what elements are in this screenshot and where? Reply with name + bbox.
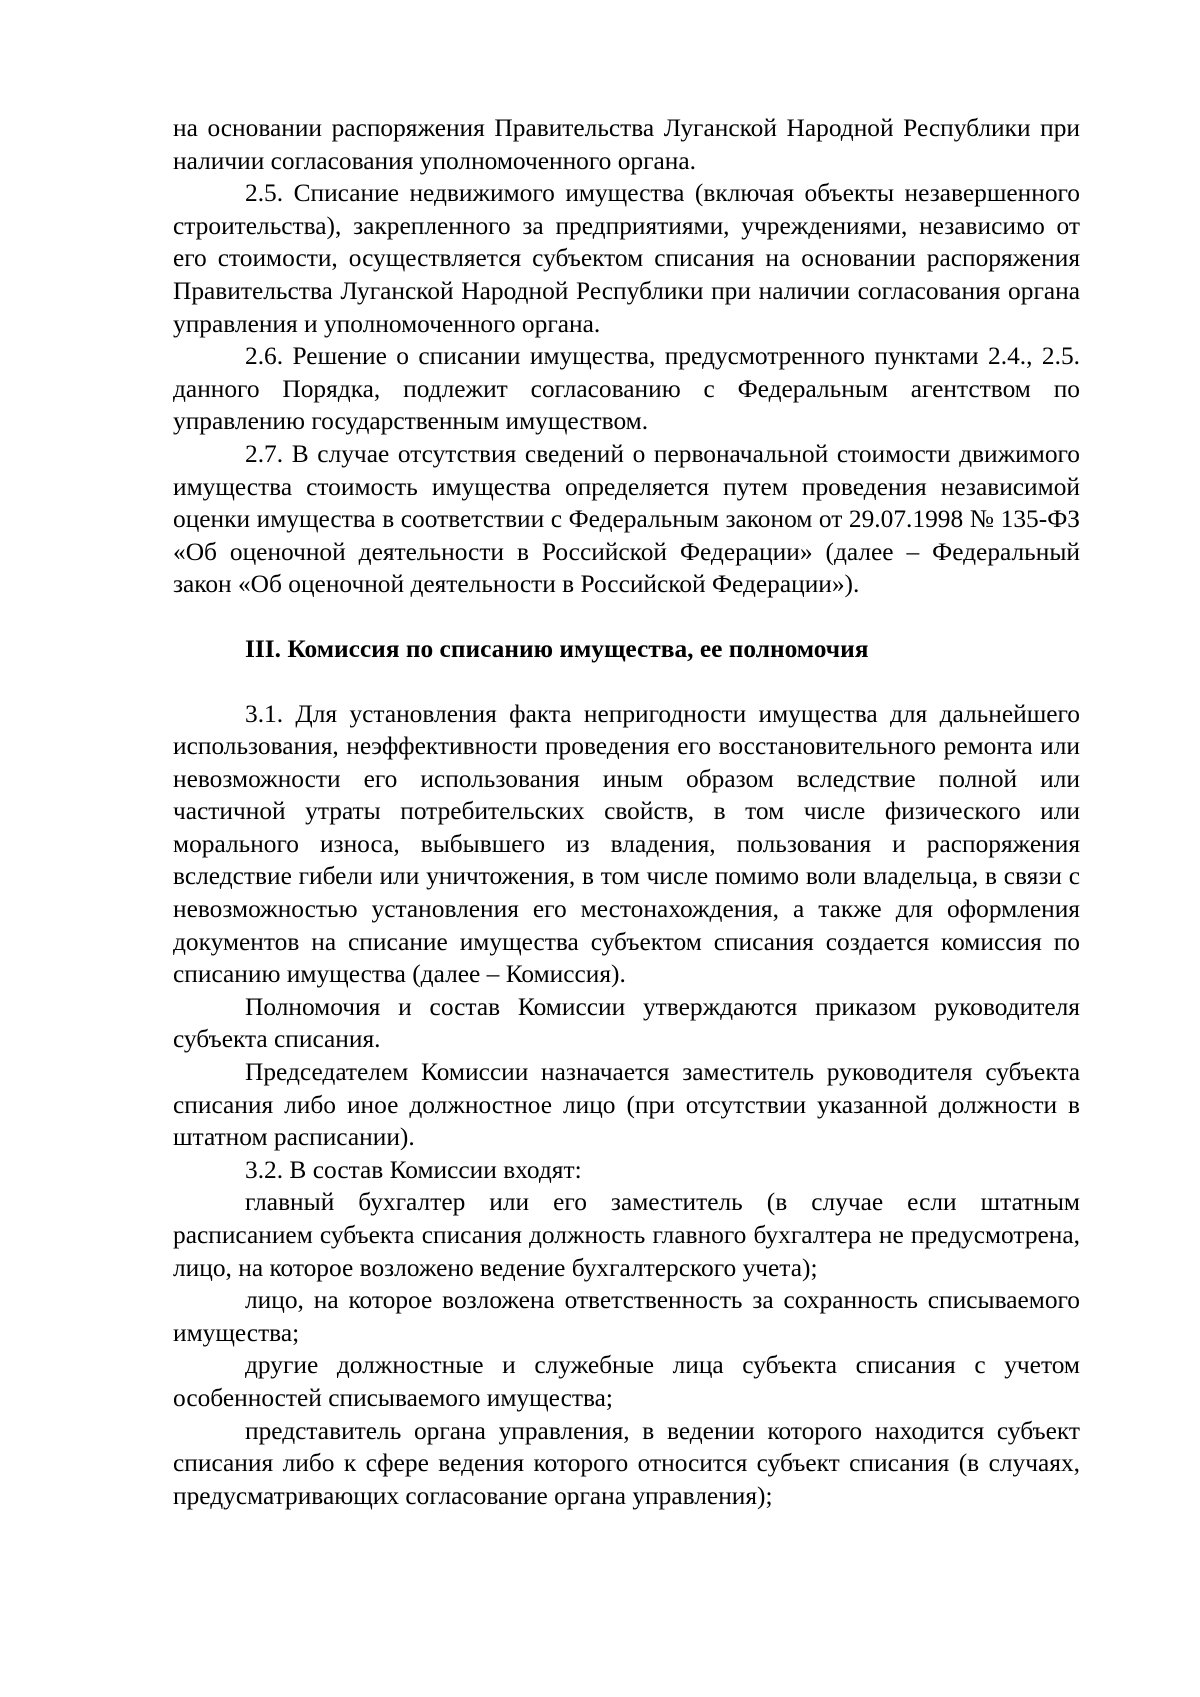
paragraph-2-6: 2.6. Решение о списании имущества, предусмотренного пунктами 2.4., 2.5. данного Порядка, подлежит согласованию с Федеральным агентством по управлению государственным имуществом. — [173, 342, 1080, 436]
paragraph-3-2: 3.2. В состав Комиссии входят: — [245, 1155, 582, 1184]
paragraph-commission-powers: Полномочия и состав Комиссии утверждаются приказом руководителя субъекта списания. — [173, 992, 1080, 1054]
list-item-responsible-person: лицо, на которое возложена ответственность за сохранность списываемого имущества; — [173, 1286, 1080, 1347]
section-heading: III. Комиссия по списанию имущества, ее полномочия — [245, 634, 869, 663]
paragraph-3-1: 3.1. Для установления факта непригодности имущества для дальнейшего использования, неэффективности проведения его восстановительного ремонта или невозможности его использования иным образом вследствие полной или частичной утраты потребительских свойств, в том числе физического или морального износа, выбывшего из владения, пользования и распоряжения вследствие гибели или уничтожения, в том числе помимо воли владельца, в связи с невозможностью установления его местонахождения, а также для оформления документов на списание имущества субъектом списания создается комиссия по списанию имущества (далее – Комиссия). — [173, 699, 1080, 989]
paragraph-2-5: 2.5. Списание недвижимого имущества (включая объекты незавершенного строительства), закрепленного за предприятиями, учреждениями, независимо от его стоимости, осуществляется субъектом списания на основании распоряжения Правительства Луганской Народной Республики при наличии согласования органа управления и уполномоченного органа. — [173, 179, 1080, 338]
document-body — [173, 112, 1080, 1512]
paragraph-commission-chair: Председателем Комиссии назначается заместитель руководителя субъекта списания либо иное должностное лицо (при отсутствии указанной должности в штатном расписании). — [173, 1058, 1080, 1152]
list-item-chief-accountant: главный бухгалтер или его заместитель (в случае если штатным расписанием субъекта списания должность главного бухгалтера не предусмотрена, лицо, на которое возложено ведение бухгалтерского учета); — [173, 1188, 1080, 1282]
paragraph-continuation: на основании распоряжения Правительства Луганской Народной Республики при наличии согласования уполномоченного органа. — [173, 114, 1080, 175]
list-item-management-representative: представитель органа управления, в ведении которого находится субъект списания либо к сфере ведения которого относится субъект списания (в случаях, предусматривающих согласование органа управления); — [173, 1416, 1080, 1510]
paragraph-2-7: 2.7. В случае отсутствия сведений о первоначальной стоимости движимого имущества стоимость имущества определяется путем проведения независимой оценки имущества в соответствии с Федеральным законом от 29.07.1998 № 135-ФЗ «Об оценочной деятельности в Российской Федерации» (далее – Федеральный закон «Об оценочной деятельности в Российской Федерации»). — [173, 439, 1080, 599]
list-item-other-officials: другие должностные и служебные лица субъекта списания с учетом особенностей списываемого имущества; — [173, 1351, 1080, 1412]
